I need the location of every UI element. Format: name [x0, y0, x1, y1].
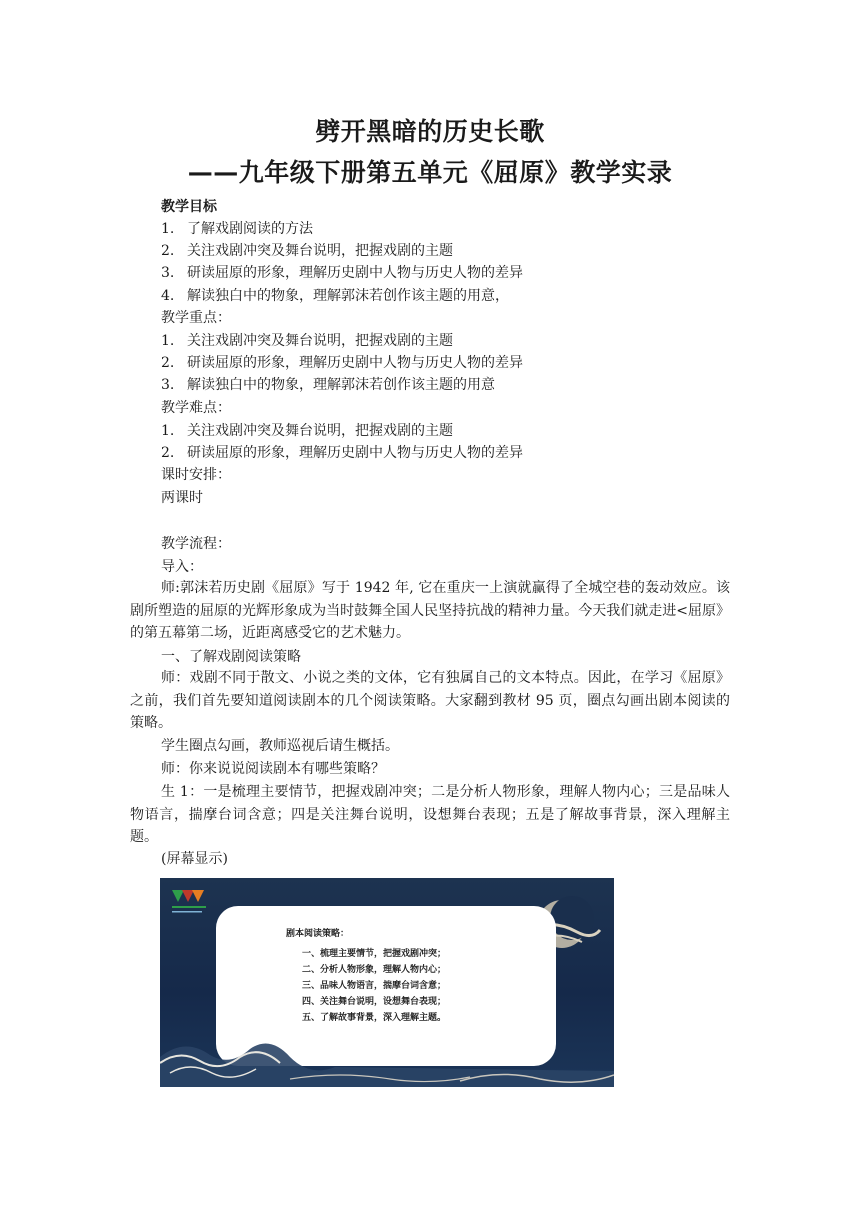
- objective-item: [161, 262, 523, 284]
- item-text: 解读独白中的物象，理解郭沫若创作该主题的用意: [187, 377, 495, 393]
- screen-note: (屏幕显示): [161, 851, 228, 867]
- key-point-item: [161, 374, 495, 396]
- intro-heading: 导入：: [161, 559, 203, 575]
- key-point-item: [161, 352, 523, 374]
- teacher-question: 师：你来说说阅读剧本有哪些策略？: [161, 761, 385, 777]
- students-paragraph: 学生圈点勾画，教师巡视后请生概括。: [161, 738, 399, 754]
- item-text: 研读屈原的形象，理解历史剧中人物与历史人物的差异: [187, 445, 523, 461]
- slide-item: 二、分析人物形象，理解人物内心；: [302, 965, 447, 975]
- document-title: 劈开黑暗的历史长歌: [315, 117, 545, 146]
- wave-decoration-icon: [160, 1027, 614, 1087]
- objective-item: [161, 285, 509, 307]
- teacher-paragraph: 师：戏剧不同于散文、小说之类的文体，它有独属自己的文本特点。因此，在学习《屈原》之前，我们首先要知道阅读剧本的几个阅读策略。大家翻到教材 95 页，圈点勾画出剧本阅读的策略。: [130, 670, 730, 731]
- student-answer: 生 1：一是梳理主要情节，把握戏剧冲突；二是分析人物形象，理解人物内心；三是品味人物语言，揣摩台词含意；四是关注舞台说明，设想舞台表现；五是了解故事背景，深入理解主题。: [130, 784, 730, 845]
- slide-item: 三、品味人物语言，揣摩台词含意；: [302, 981, 447, 991]
- document-subtitle: ——九年级下册第五单元《屈原》教学实录: [187, 158, 673, 187]
- slide-item: 五、了解故事背景，深入理解主题。: [302, 1013, 447, 1023]
- section-heading: 一、了解戏剧阅读策略: [161, 649, 301, 665]
- item-number: 4.: [161, 288, 175, 304]
- item-number: 1.: [161, 423, 175, 439]
- slide-item: 四、关注舞台说明，设想舞台表现；: [302, 997, 447, 1007]
- item-text: 关注戏剧冲突及舞台说明，把握戏剧的主题: [187, 423, 453, 439]
- item-number: 2.: [161, 243, 175, 259]
- process-heading: 教学流程：: [161, 536, 231, 552]
- slide-item: 一、梳理主要情节，把握戏剧冲突；: [302, 949, 447, 959]
- item-text: 研读屈原的形象，理解历史剧中人物与历史人物的差异: [187, 355, 523, 371]
- item-text: 了解戏剧阅读的方法: [187, 221, 313, 237]
- item-number: 3.: [161, 265, 175, 281]
- item-number: 3.: [161, 377, 175, 393]
- item-number: 2.: [161, 445, 175, 461]
- schedule-heading: 课时安排：: [161, 467, 231, 483]
- objective-item: [161, 240, 453, 262]
- intro-paragraph: 师:郭沫若历史剧《屈原》写于 1942 年, 它在重庆一上演就赢得了全城空巷的轰动效应。该剧所塑造的屈原的光辉形象成为当时鼓舞全国人民坚持抗战的精神力量。今天我们就走进<屈原》的第五幕第二场，近距离感受它的艺术魅力。: [130, 580, 730, 641]
- item-text: 研读屈原的形象，理解历史剧中人物与历史人物的差异: [187, 265, 523, 281]
- key-point-item: [161, 330, 453, 352]
- item-text: 解读独白中的物象，理解郭沫若创作该主题的用意，: [187, 288, 509, 304]
- key-points-heading: 教学重点：: [161, 310, 231, 326]
- objectives-heading: 教学目标: [161, 199, 217, 215]
- objective-item: [161, 218, 313, 240]
- school-logo-icon: [168, 886, 210, 920]
- schedule-value: 两课时: [161, 490, 203, 506]
- difficulty-item: [161, 442, 523, 464]
- difficulties-heading: 教学难点：: [161, 400, 231, 416]
- item-text: 关注戏剧冲突及舞台说明，把握戏剧的主题: [187, 333, 453, 349]
- slide-image: [160, 878, 614, 1087]
- item-number: 1.: [161, 221, 175, 237]
- item-number: 2.: [161, 355, 175, 371]
- difficulty-item: [161, 420, 453, 442]
- item-number: 1.: [161, 333, 175, 349]
- slide-heading: 剧本阅读策略：: [286, 929, 350, 939]
- item-text: 关注戏剧冲突及舞台说明，把握戏剧的主题: [187, 243, 453, 259]
